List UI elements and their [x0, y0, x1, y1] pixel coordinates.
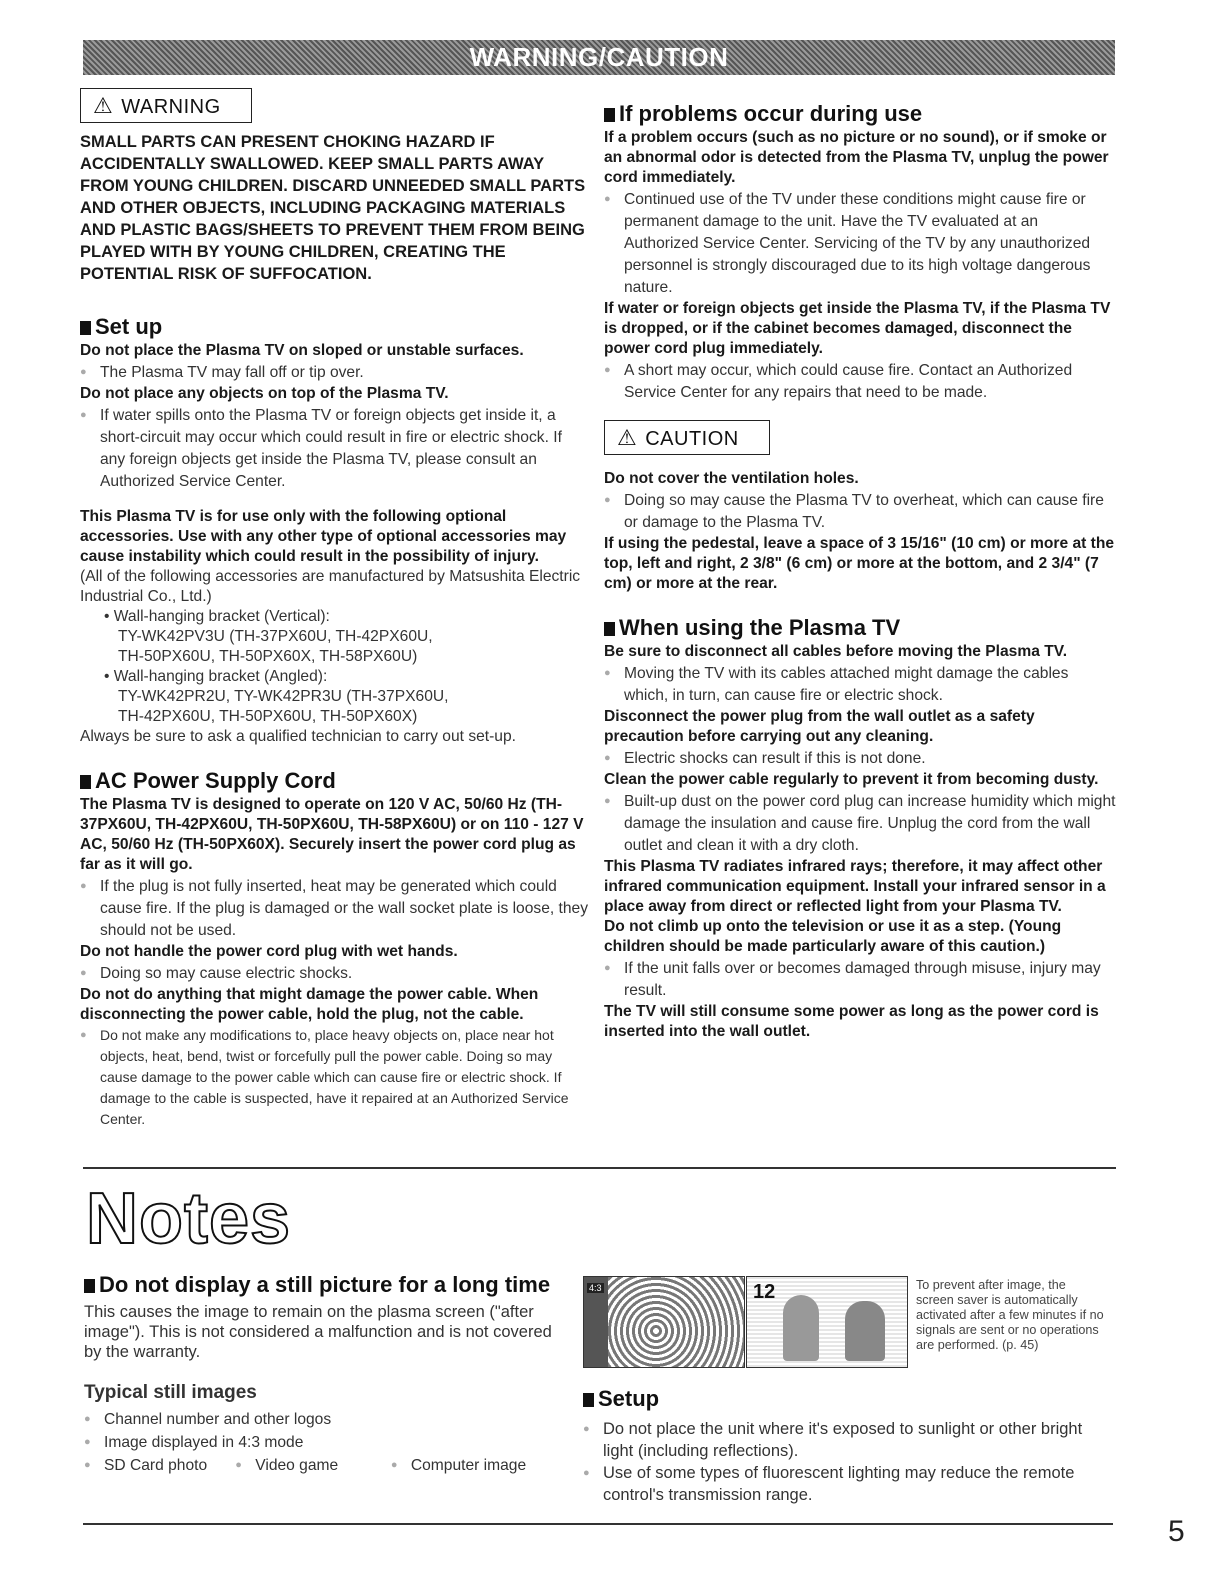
still-text: This causes the image to remain on the plasma screen ("after image"). This is not considered a malfunction and is not covered by the warranty.	[84, 1303, 552, 1361]
setup-item-2: ● If water spills onto the Plasma TV or foreign objects get inside it, a short-circuit may occur which could result in fire or electric shock. If any foreign objects get inside the Plasma TV, please consult an Authorized Service Center.	[80, 404, 590, 493]
accessory-1b: TH-50PX60U, TH-50PX60X, TH-58PX60U)	[118, 648, 418, 665]
ac-bold-2: Do not handle the power cord plug with wet hands.	[80, 943, 458, 960]
using-item-2: ● Electric shocks can result if this is not done.	[604, 747, 1116, 770]
caution-item-1: ● Doing so may cause the Plasma TV to overheat, which can cause fire or damage to the Plasma TV.	[604, 489, 1116, 534]
typical-item: ● Computer image	[391, 1454, 564, 1477]
notes-setup-item: ● Do not place the unit where it's exposed to sunlight or other bright light (including reflections).	[583, 1418, 1113, 1462]
caution-bold-2: If using the pedestal, leave a space of 3 15/16" (10 cm) or more at the top, left and right, 2 3/8" (6 cm) or more at the bottom, and 2 3/4" (7 cm) or more at the rear.	[604, 535, 1115, 592]
warning-label-box	[80, 88, 252, 123]
setup-text-4: Always be sure to ask a qualified technician to carry out set-up.	[80, 728, 516, 745]
setup-bold-1: Do not place the Plasma TV on sloped or unstable surfaces.	[80, 342, 524, 359]
person-figure-icon	[783, 1295, 819, 1361]
screensaver-screen-image	[746, 1276, 908, 1368]
channel-number: 12	[753, 1281, 776, 1303]
screensaver-note: To prevent after image, the screen saver is automatically activated after a few minutes if no signals are sent or no operations are performed. (p. 45)	[916, 1278, 1104, 1352]
still-picture-section	[84, 1272, 564, 1477]
caution-bold-1: Do not cover the ventilation holes.	[604, 470, 859, 487]
sunflower-screen-image	[583, 1276, 745, 1368]
ac-heading: AC Power Supply Cord	[80, 767, 590, 795]
accessory-2a: TY-WK42PR2U, TY-WK42PR3U (TH-37PX60U,	[118, 688, 449, 705]
caution-triangle-icon: ⚠	[617, 425, 638, 450]
problems-bold-2: If water or foreign objects get inside the Plasma TV, if the Plasma TV is dropped, or if the cabinet becomes damaged, disconnect the power cord plug immediately.	[604, 300, 1111, 357]
using-bold-2: Disconnect the power plug from the wall outlet as a safety precaution before carrying out any cleaning.	[604, 708, 1035, 745]
setup-text-3: (All of the following accessories are manufactured by Matsushita Electric Industrial Co., Ltd.)	[80, 568, 581, 605]
typical-item: ● Image displayed in 4:3 mode	[84, 1431, 564, 1454]
using-item-5: ● If the unit falls over or becomes damaged through misuse, injury may result.	[604, 957, 1116, 1002]
left-column	[80, 88, 590, 1130]
ac-item-3: ● Do not make any modifications to, place heavy objects on, place near hot objects, heat, bend, twist or forcefully pull the power cable. Doing so may cause damage to the power cable which can cause fire or electric shock. If damage to the cable is suspected, have it repaired at an Authorized Service Center.	[80, 1025, 590, 1130]
divider-bottom	[83, 1523, 1113, 1525]
accessory-2b: TH-42PX60U, TH-50PX60U, TH-50PX60X)	[118, 708, 418, 725]
ac-item-1: ● If the plug is not fully inserted, heat may be generated which could cause fire. If the plug is damaged or the wall socket plate is loose, they should not be used.	[80, 875, 590, 942]
accessory-2: • Wall-hanging bracket (Angled):	[104, 668, 328, 685]
setup-heading: Set up	[80, 313, 590, 341]
square-bullet-icon	[583, 1393, 594, 1407]
typical-item: ● SD Card photo	[84, 1454, 235, 1477]
caution-label-box	[604, 420, 770, 455]
square-bullet-icon	[84, 1279, 95, 1293]
problems-item-2: ● A short may occur, which could cause fire. Contact an Authorized Service Center for any repairs that need to be made.	[604, 359, 1116, 404]
warning-label: WARNING	[121, 96, 221, 118]
divider-top	[83, 1167, 1116, 1169]
ac-bold-1: The Plasma TV is designed to operate on 120 V AC, 50/60 Hz (TH-37PX60U, TH-42PX60U, TH-50PX60U, TH-58PX60U) or on 110 - 127 V AC, 50/60 Hz (TH-50PX60X). Securely insert the power cord plug as far as it will go.	[80, 796, 584, 873]
square-bullet-icon	[80, 321, 91, 335]
notes-setup-heading: Setup	[583, 1386, 1113, 1412]
person-figure-icon	[845, 1301, 885, 1361]
using-item-1: ● Moving the TV with its cables attached might damage the cables which, in turn, can cause fire or electric shock.	[604, 662, 1116, 707]
still-heading: Do not display a still picture for a long time	[84, 1272, 564, 1298]
notes-title: Notes	[86, 1179, 292, 1259]
page-number: 5	[1168, 1515, 1185, 1548]
square-bullet-icon	[604, 622, 615, 636]
using-bold-3: Clean the power cable regularly to prevent it from becoming dusty.	[604, 771, 1099, 788]
typical-row	[84, 1454, 564, 1477]
typical-item: ● Video game	[235, 1454, 391, 1477]
using-bold-4: This Plasma TV radiates infrared rays; therefore, it may affect other infrared communication equipment. Install your infrared sensor in a place away from direct or reflected light from your Plasma TV.	[604, 858, 1106, 915]
using-bold-1: Be sure to disconnect all cables before moving the Plasma TV.	[604, 643, 1068, 660]
ac-item-2: ● Doing so may cause electric shocks.	[80, 962, 590, 985]
warning-text: SMALL PARTS CAN PRESENT CHOKING HAZARD IF ACCIDENTALLY SWALLOWED. KEEP SMALL PARTS AWAY FROM YOUNG CHILDREN. DISCARD UNNEEDED SMALL PARTS AND OTHER OBJECTS, INCLUDING PACKAGING MATERIALS AND PLASTIC BAGS/SHEETS TO PREVENT THEM FROM BEING PLAYED WITH BY YOUNG CHILDREN, CREATING THE POTENTIAL RISK OF SUFFOCATION.	[80, 133, 586, 283]
warning-triangle-icon: ⚠	[93, 93, 114, 118]
square-bullet-icon	[604, 108, 615, 122]
using-bold-6: The TV will still consume some power as long as the power cord is inserted into the wall outlet.	[604, 1003, 1099, 1040]
setup-bold-3: This Plasma TV is for use only with the following optional accessories. Use with any other type of optional accessories may cause instability which could result in the possibility of injury.	[80, 508, 567, 565]
problems-item-1: ● Continued use of the TV under these conditions might cause fire or permanent damage to the unit. Have the TV evaluated at an Authorized Service Center. Servicing of the TV by any unauthorized personnel is strongly discouraged due to its high voltage dangerous nature.	[604, 188, 1116, 299]
ac-bold-3: Do not do anything that might damage the power cable. When disconnecting the power cable, hold the plug, not the cable.	[80, 986, 539, 1023]
problems-bold-1: If a problem occurs (such as no picture or no sound), or if smoke or an abnormal odor is detected from the Plasma TV, unplug the power cord immediately.	[604, 129, 1109, 186]
aspect-tag: 4:3	[589, 1283, 602, 1293]
setup-bold-2: Do not place any objects on top of the Plasma TV.	[80, 385, 449, 402]
using-item-3: ● Built-up dust on the power cord plug can increase humidity which might damage the insulation and cause fire. Unplug the cord from the wall outlet and clean it with a dry cloth.	[604, 790, 1116, 857]
accessory-1: • Wall-hanging bracket (Vertical):	[104, 608, 330, 625]
typical-heading: Typical still images	[84, 1382, 257, 1403]
square-bullet-icon	[80, 775, 91, 789]
using-heading: When using the Plasma TV	[604, 614, 1116, 642]
caution-label: CAUTION	[645, 428, 739, 450]
notes-setup-section	[583, 1386, 1113, 1506]
typical-item: ● Channel number and other logos	[84, 1408, 564, 1431]
notes-setup-item: ● Use of some types of fluorescent lighting may reduce the remote control's transmission range.	[583, 1462, 1113, 1506]
using-bold-5: Do not climb up onto the television or use it as a step. (Young children should be made particularly aware of this caution.)	[604, 918, 1062, 955]
accessory-1a: TY-WK42PV3U (TH-37PX60U, TH-42PX60U,	[118, 628, 433, 645]
right-column	[604, 100, 1116, 1042]
setup-item-1: ● The Plasma TV may fall off or tip over.	[80, 361, 590, 384]
section-banner: WARNING/CAUTION	[83, 40, 1115, 75]
problems-heading: If problems occur during use	[604, 100, 1116, 128]
